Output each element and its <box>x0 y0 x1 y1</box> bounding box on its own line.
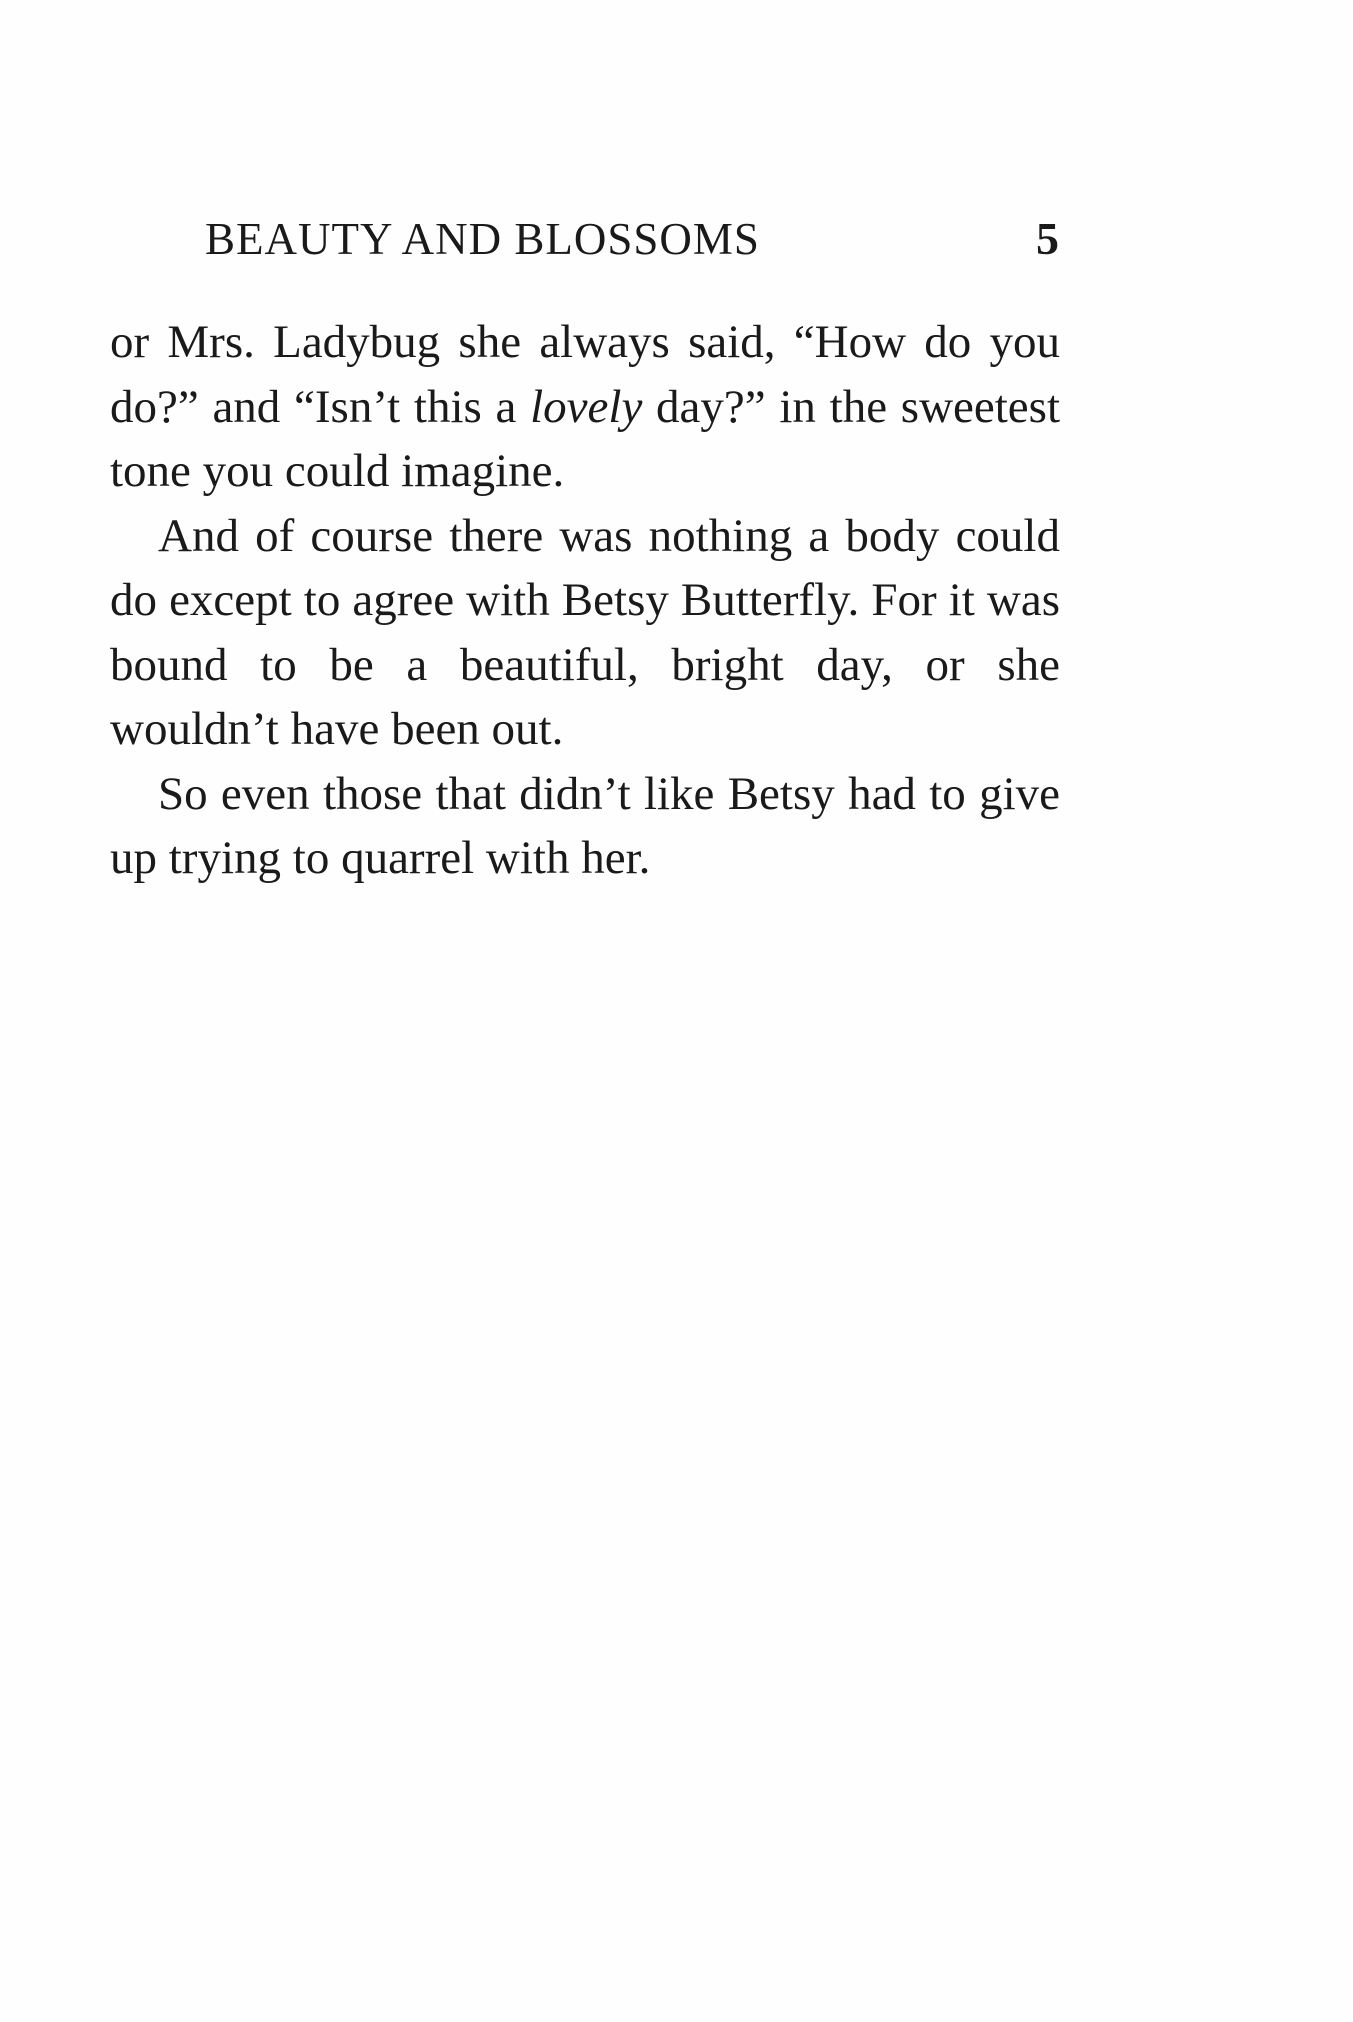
paragraph-3: So even those that didn’t like Betsy had to give up trying to quarrel with her. <box>110 767 1060 884</box>
running-head <box>205 212 1060 272</box>
paragraph-1 <box>110 310 1060 504</box>
paragraph-1-part-2: day?” in the sweetest tone you could imagine. <box>110 380 1060 497</box>
page-number: 5 <box>1036 213 1060 264</box>
paragraph-1-italic: lovely <box>530 380 643 433</box>
body-text <box>110 310 1060 891</box>
paragraph-2: And of course there was nothing a body could do except to agree with Betsy Butterfly. For it was bound to be a beautiful, bright day, or she wouldn’t have been out. <box>110 509 1060 755</box>
paragraph-1-part-1: or Mrs. Ladybug she always said, “How do you do?” and “Isn’t this a <box>110 316 1060 433</box>
running-title: BEAUTY AND BLOSSOMS <box>205 214 760 264</box>
